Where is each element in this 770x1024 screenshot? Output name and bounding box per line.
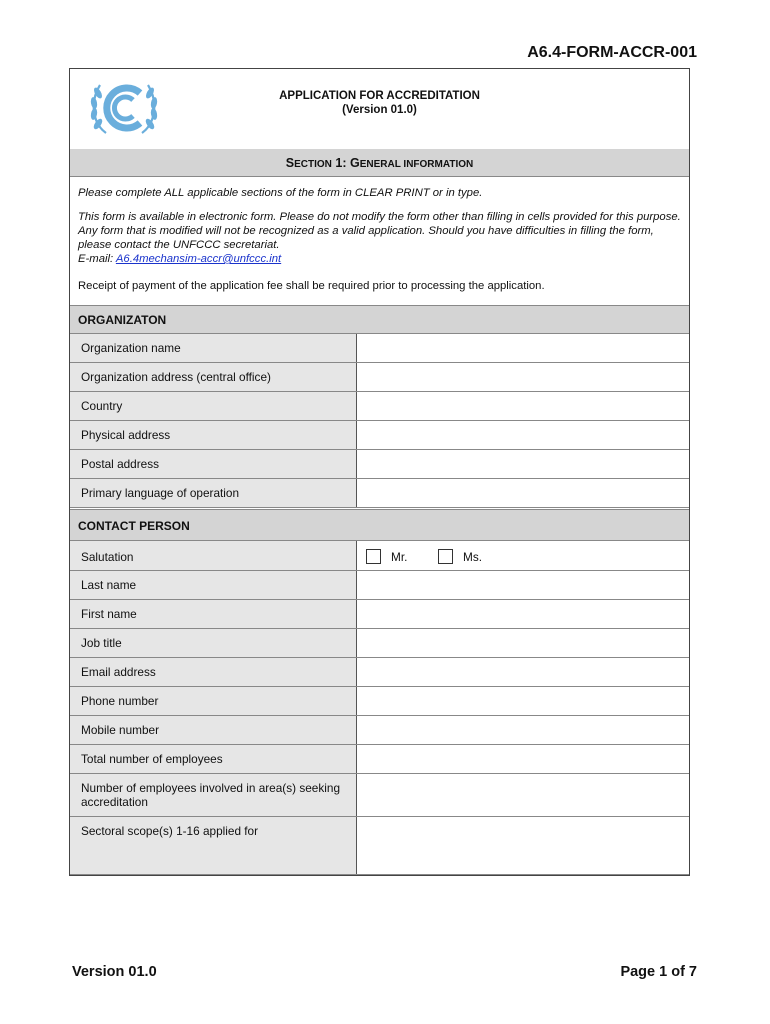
contact-field-input[interactable] bbox=[357, 658, 689, 686]
section-heading-number: 1: G bbox=[331, 156, 360, 170]
form-version: (Version 01.0) bbox=[342, 104, 417, 116]
section-heading-initial: S bbox=[285, 156, 295, 170]
salutation-options bbox=[357, 541, 689, 570]
form-header bbox=[70, 69, 689, 150]
contact-field-label: Number of employees involved in area(s) seeking accreditation bbox=[70, 774, 357, 816]
organization-field-label: Physical address bbox=[70, 421, 357, 449]
organization-row bbox=[70, 479, 689, 508]
section-heading-part: ECTION bbox=[294, 159, 332, 170]
organization-row bbox=[70, 392, 689, 421]
contact-field-input[interactable] bbox=[357, 629, 689, 657]
section-heading-part: ENERAL INFORMATION bbox=[359, 159, 474, 170]
ms-checkbox[interactable] bbox=[438, 549, 453, 564]
email-label: E-mail: bbox=[78, 253, 116, 265]
contact-field-input[interactable] bbox=[357, 600, 689, 628]
section-heading bbox=[70, 149, 689, 177]
contact-field-input[interactable] bbox=[357, 774, 689, 816]
organization-field-label: Postal address bbox=[70, 450, 357, 478]
email-link[interactable]: A6.4mechansim-accr@unfccc.int bbox=[115, 253, 282, 265]
organization-heading: ORGANIZATON bbox=[70, 305, 689, 334]
contact-row bbox=[70, 658, 689, 687]
organization-field-input[interactable] bbox=[357, 363, 689, 391]
organization-field-label: Organization address (central office) bbox=[70, 363, 357, 391]
instruction-clear-print: Please complete ALL applicable sections of the form in CLEAR PRINT or in type. bbox=[78, 187, 483, 199]
contact-field-label: Last name bbox=[70, 571, 357, 599]
instruction-email bbox=[78, 252, 681, 266]
contact-row bbox=[70, 745, 689, 774]
organization-row bbox=[70, 421, 689, 450]
organization-row bbox=[70, 334, 689, 363]
footer-version: Version 01.0 bbox=[72, 964, 157, 980]
contact-field-input[interactable] bbox=[357, 687, 689, 715]
organization-field-label: Organization name bbox=[70, 334, 357, 362]
salutation-row bbox=[70, 541, 689, 571]
contact-heading: CONTACT PERSON bbox=[70, 509, 689, 541]
contact-field-label: Email address bbox=[70, 658, 357, 686]
organization-field-input[interactable] bbox=[357, 479, 689, 507]
organization-field-input[interactable] bbox=[357, 334, 689, 362]
contact-row bbox=[70, 571, 689, 600]
organization-row bbox=[70, 450, 689, 479]
organization-field-input[interactable] bbox=[357, 450, 689, 478]
mr-label: Mr. bbox=[391, 550, 408, 564]
contact-field-label: Job title bbox=[70, 629, 357, 657]
contact-row bbox=[70, 716, 689, 745]
contact-field-label: Total number of employees bbox=[70, 745, 357, 773]
contact-field-label: First name bbox=[70, 600, 357, 628]
contact-row bbox=[70, 687, 689, 716]
ms-label: Ms. bbox=[463, 550, 483, 564]
contact-field-label: Sectoral scope(s) 1-16 applied for bbox=[70, 817, 357, 874]
organization-field-input[interactable] bbox=[357, 392, 689, 420]
instruction-fee: Receipt of payment of the application fee shall be required prior to processing the application. bbox=[78, 280, 545, 292]
contact-row bbox=[70, 600, 689, 629]
contact-field-label: Phone number bbox=[70, 687, 357, 715]
contact-row bbox=[70, 774, 689, 817]
organization-field-label: Country bbox=[70, 392, 357, 420]
contact-field-input[interactable] bbox=[357, 745, 689, 773]
organization-field-input[interactable] bbox=[357, 421, 689, 449]
mr-checkbox[interactable] bbox=[366, 549, 381, 564]
organization-field-label: Primary language of operation bbox=[70, 479, 357, 507]
footer-page-number: Page 1 of 7 bbox=[620, 964, 697, 980]
accreditation-form bbox=[69, 68, 690, 876]
salutation-label: Salutation bbox=[70, 541, 357, 570]
contact-field-label: Mobile number bbox=[70, 716, 357, 744]
form-title: APPLICATION FOR ACCREDITATION bbox=[279, 90, 480, 102]
instructions bbox=[78, 186, 681, 303]
contact-field-input[interactable] bbox=[357, 571, 689, 599]
contact-row bbox=[70, 817, 689, 875]
contact-field-input[interactable] bbox=[357, 817, 689, 874]
document-id: A6.4-FORM-ACCR-001 bbox=[527, 44, 697, 61]
contact-row bbox=[70, 629, 689, 658]
instruction-electronic-form: This form is available in electronic form. Please do not modify the form other than filling in cells provided for this purpose. Any form that is modified will not be recognized as a valid application. Should you have difficulties in filling the form, please contact the UNFCCC secretariat. bbox=[78, 211, 681, 251]
contact-field-input[interactable] bbox=[357, 716, 689, 744]
form-title-block bbox=[70, 89, 689, 117]
organization-row bbox=[70, 363, 689, 392]
